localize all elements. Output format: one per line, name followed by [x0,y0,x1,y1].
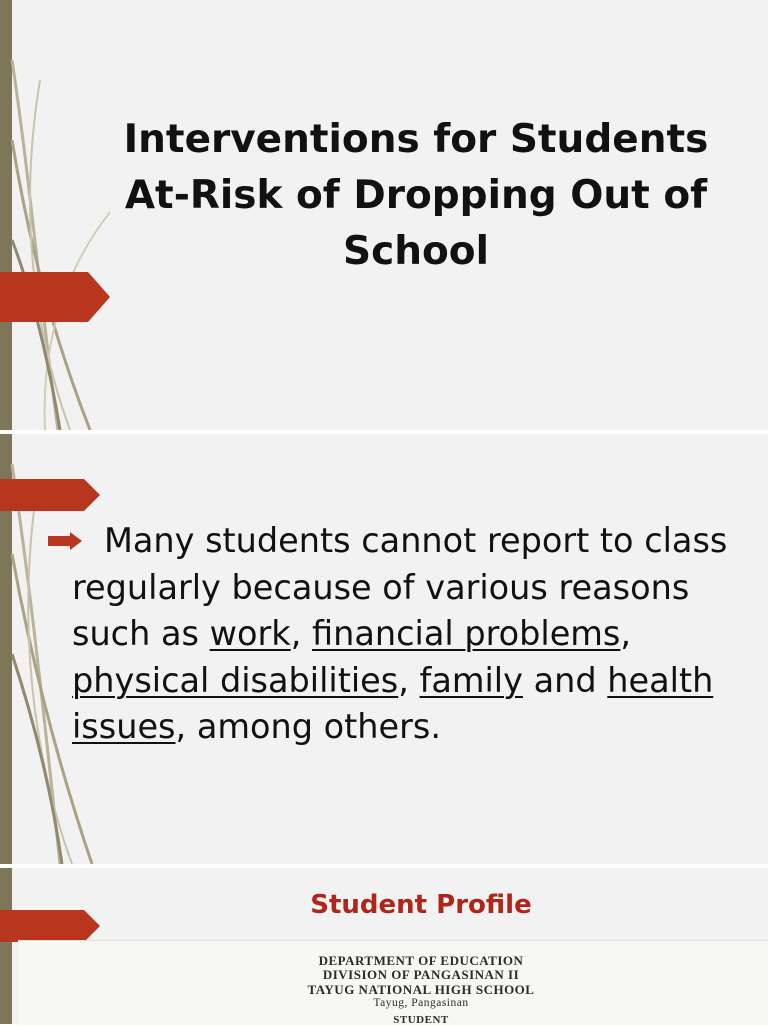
underlined-term: work [209,614,291,653]
underlined-term: financial problems [312,614,621,653]
student-profile-title: Student Profile [310,890,532,920]
slide-title-heading [110,112,722,280]
doc-header-line: Tayug, Pangasinan [373,997,469,1009]
arrow-tab-icon [0,479,100,511]
doc-header-line: TAYUG NATIONAL HIGH SCHOOL [307,982,535,997]
bullet-text-segment: , [620,614,632,653]
bullet-text [72,518,732,751]
bullet-text-segment: Many students cannot report to class regularly because of various reasons such as [72,521,728,653]
underlined-term: physical disabilities [72,660,399,700]
arrow-tab-icon [0,272,110,322]
underlined-term: family [419,660,523,700]
doc-header-line: DIVISION OF PANGASINAN II [322,967,520,982]
bullet-text-segment: and [522,660,608,700]
title-line-2: At-Risk of Dropping Out of [124,173,708,218]
underlined-term: health issues [72,660,714,746]
bullet-text-segment: , [398,660,420,700]
bullet-text-segment: , [290,614,313,653]
grass-decoration [0,0,110,430]
title-line-3: School [343,229,489,274]
title-line-1: Interventions for Students [123,117,709,162]
bullet-text-segment: , among others. [175,707,441,746]
doc-header-line: STUDENT [393,1014,449,1026]
doc-header-line: DEPARTMENT OF EDUCATION [318,953,524,968]
